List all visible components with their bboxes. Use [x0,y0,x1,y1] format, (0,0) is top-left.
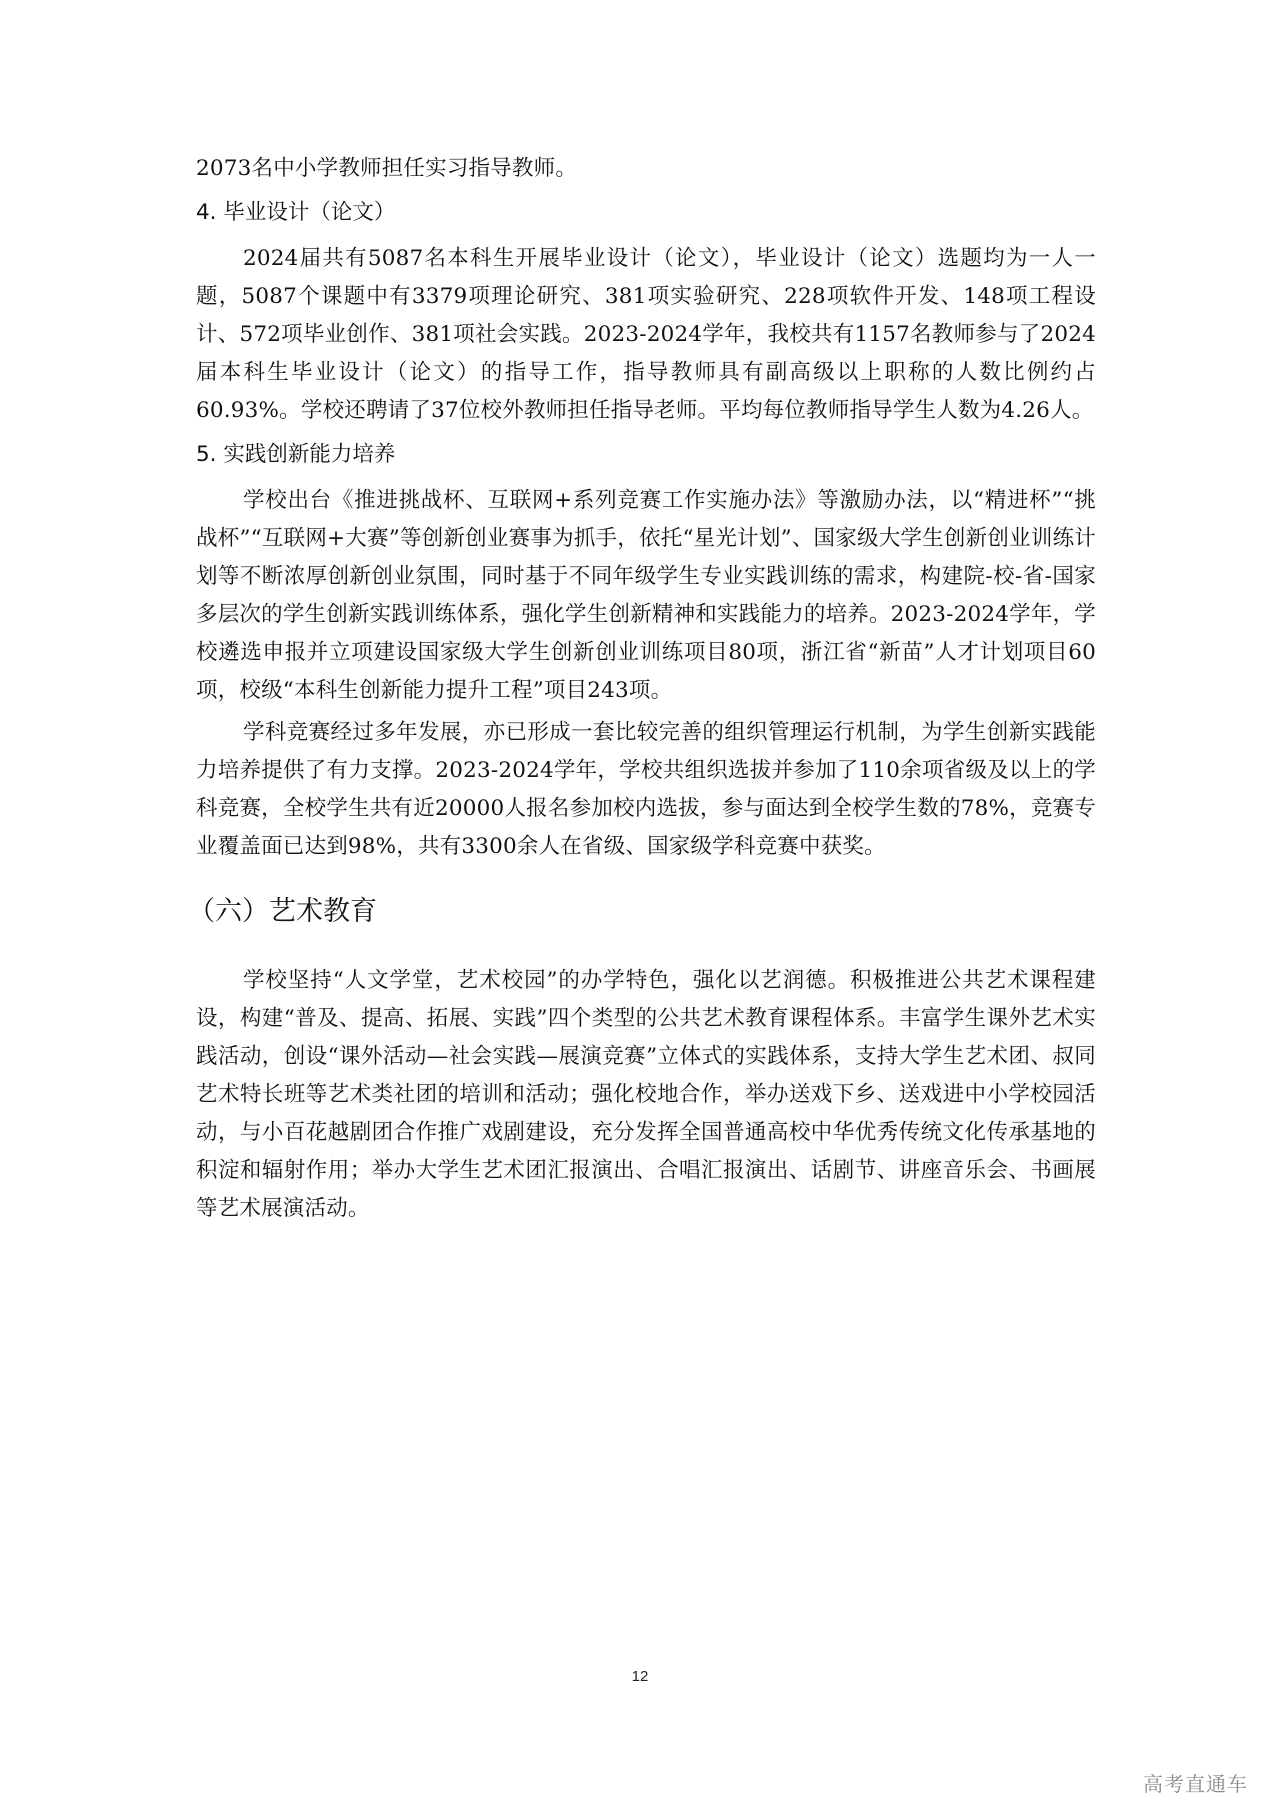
document-page [188,150,1096,1232]
section-heading-art-education: （六）艺术教育 [188,896,377,927]
paragraph-innovation-policy: 学校出台《推进挑战杯、互联网+系列竞赛工作实施办法》等激励办法，以“精进杯”“挑战杯”“互联网+大赛”等创新创业赛事为抓手，依托“星光计划”、国家级大学生创新创业训练计划等不断浓厚创新创业氛围，同时基于不同年级学生专业实践训练的需求，构建院-校-省-国家多层次的学生创新实践训练体系，强化学生创新精神和实践能力的培养。2023-2024学年，学校遴选申报并立项建设国家级大学生创新创业训练项目80项，浙江省“新苗”人才计划项目60项，校级“本科生创新能力提升工程”项目243项。 [196,488,1096,703]
paragraph-art-education: 学校坚持“人文学堂，艺术校园”的办学特色，强化以艺润德。积极推进公共艺术课程建设，构建“普及、提高、拓展、实践”四个类型的公共艺术教育课程体系。丰富学生课外艺术实践活动，创设“课外活动—社会实践—展演竞赛”立体式的实践体系，支持大学生艺术团、叔同艺术特长班等艺术类社团的培训和活动；强化校地合作，举办送戏下乡、送戏进中小学校园活动，与小百花越剧团合作推广戏剧建设，充分发挥全国普通高校中华优秀传统文化传承基地的积淀和辐射作用；举办大学生艺术团汇报演出、合唱汇报演出、话剧节、讲座音乐会、书画展等艺术展演活动。 [196,968,1096,1221]
watermark-text: 高考直通车 [1143,1772,1248,1796]
page-number: 12 [631,1668,649,1685]
subheading-graduation-design: 4. 毕业设计（论文） [196,200,396,225]
paragraph-continuation: 2073名中小学教师担任实习指导教师。 [196,156,578,181]
paragraph-competitions: 学科竞赛经过多年发展，亦已形成一套比较完善的组织管理运行机制，为学生创新实践能力培养提供了有力支撑。2023-2024学年，学校共组织选拔并参加了110余项省级及以上的学科竞赛，全校学生共有近20000人报名参加校内选拔，参与面达到全校学生数的78%，竞赛专业覆盖面已达到98%，共有3300余人在省级、国家级学科竞赛中获奖。 [196,720,1096,859]
paragraph-graduation-design: 2024届共有5087名本科生开展毕业设计（论文），毕业设计（论文）选题均为一人一题，5087个课题中有3379项理论研究、381项实验研究、228项软件开发、148项工程设计、572项毕业创作、381项社会实践。2023-2024学年，我校共有1157名教师参与了2024届本科生毕业设计（论文）的指导工作，指导教师具有副高级以上职称的人数比例约占60.93%。学校还聘请了37位校外教师担任指导老师。平均每位教师指导学生人数为4.26人。 [196,246,1096,423]
subheading-innovation-practice: 5. 实践创新能力培养 [196,442,396,467]
